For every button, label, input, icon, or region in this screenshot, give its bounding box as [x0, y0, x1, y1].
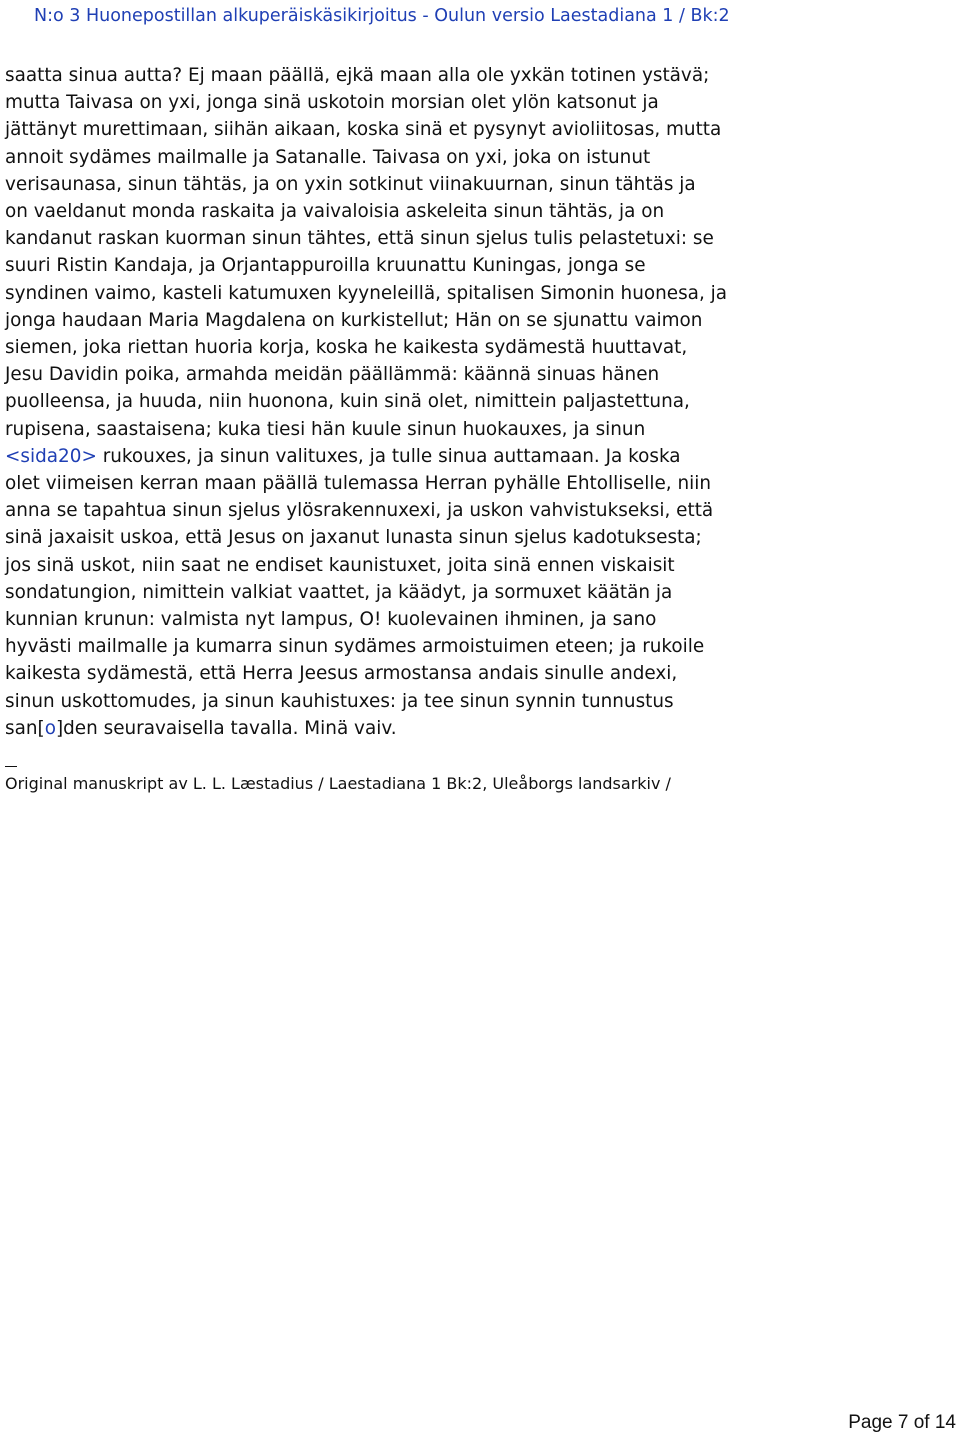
text-line-rest: rukouxes, ja sinun valituxes, ja tulle sinua auttamaan. Ja koska	[96, 445, 681, 467]
text-line: Jesu Davidin poika, armahda meidän päällämmä: käännä sinuas hänen	[5, 364, 660, 386]
text-line: kandanut raskan kuorman sinun tähtes, että sinun sjelus tulis pelastetuxi: se	[5, 228, 714, 250]
manuscript-text	[5, 62, 955, 742]
text-line: jos sinä uskot, niin saat ne endiset kaunistuxet, joita sinä ennen viskaisit	[5, 554, 675, 576]
text-line: hyvästi mailmalle ja kumarra sinun sydämes armoistuimen eteen; ja rukoile	[5, 636, 705, 658]
text-line: siemen, joka riettan huoria korja, koska he kaikesta sydämestä huuttavat,	[5, 337, 688, 359]
text-fragment: ]den seuravaisella tavalla. Minä vaiv.	[55, 717, 397, 739]
text-line: sondatungion, nimittein valkiat vaattet, ja käädyt, ja sormuxet käätän ja	[5, 581, 673, 603]
source-note: Original manuskript av L. L. Læstadius / Laestadiana 1 Bk:2, Uleåborgs landsarkiv /	[5, 774, 671, 793]
text-line: sinun uskottomudes, ja sinun kauhistuxes: ja tee sinun synnin tunnustus	[5, 690, 674, 712]
text-line: olet viimeisen kerran maan päällä tulemassa Herran pyhälle Ehtolliselle, niin	[5, 473, 712, 495]
text-line: puolleensa, ja huuda, niin huonona, kuin sinä olet, nimittein paljastettuna,	[5, 391, 690, 413]
text-line: kaikesta sydämestä, että Herra Jeesus armostansa andais sinulle andexi,	[5, 663, 678, 685]
text-line: rupisena, saastaisena; kuka tiesi hän kuule sinun huokauxes, ja sinun	[5, 418, 646, 440]
page-number: Page 7 of 14	[848, 1412, 956, 1433]
text-line: saatta sinua autta? Ej maan päällä, ejkä maan alla ole yxkän totinen ystävä;	[5, 65, 710, 86]
text-line: jättänyt murettimaan, siihän aikaan, koska sinä et pysynyt avioliitosas, mutta	[5, 119, 722, 141]
text-line: jonga haudaan Maria Magdalena on kurkistellut; Hän on se sjunattu vaimon	[5, 309, 703, 331]
footnote-divider	[5, 766, 17, 767]
text-line: mutta Taivasa on yxi, jonga sinä uskotoin morsian olet ylön katsonut ja	[5, 92, 659, 114]
text-line: sinä jaxaisit uskoa, että Jesus on jaxanut lunasta sinun sjelus kadotuksesta;	[5, 527, 702, 549]
document-header: N:o 3 Huonepostillan alkuperäiskäsikirjoitus - Oulun versio Laestadiana 1 / Bk:2	[34, 6, 730, 26]
text-line: kunnian krunun: valmista nyt lampus, O! kuolevainen ihminen, ja sano	[5, 609, 657, 631]
text-line: verisaunasa, sinun tähtäs, ja on yxin sotkinut viinakuurnan, sinun tähtäs ja	[5, 173, 696, 195]
text-line: on vaeldanut monda raskaita ja vaivaloisia askeleita sinun tähtäs, ja on	[5, 201, 665, 223]
text-line: syndinen vaimo, kasteli katumuxen kyyneleillä, spitalisen Simonin huonesa, ja	[5, 282, 728, 304]
text-fragment: san[	[5, 717, 45, 739]
text-line	[5, 443, 955, 470]
text-line: annoit sydämes mailmalle ja Satanalle. Taivasa on yxi, joka on istunut	[5, 146, 651, 168]
editorial-insertion: o	[44, 717, 56, 739]
text-line: suuri Ristin Kandaja, ja Orjantappuroilla kruunattu Kuningas, jonga se	[5, 255, 646, 277]
text-line: anna se tapahtua sinun sjelus ylösrakennuxexi, ja uskon vahvistukseksi, että	[5, 500, 714, 522]
text-line	[5, 715, 955, 742]
page-marker-link[interactable]: <sida20>	[5, 445, 97, 467]
